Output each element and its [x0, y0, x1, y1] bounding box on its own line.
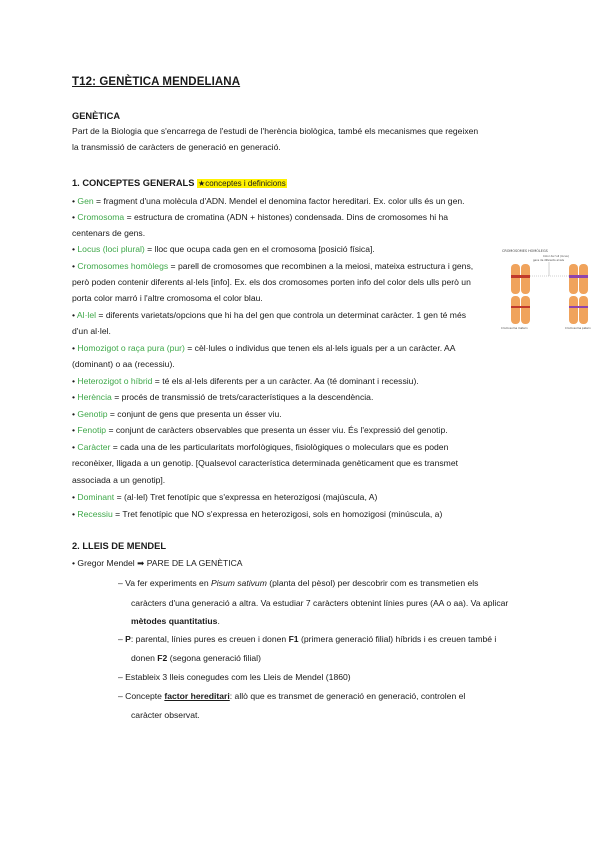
list-item-cont: porta color marró i l'altre cromosoma el color blau.: [72, 293, 263, 303]
term: Homozigot o raça pura (pur): [77, 343, 185, 353]
mendel-detail: [118, 576, 478, 590]
text: – Concepte: [118, 691, 165, 701]
term: Gen: [77, 196, 94, 206]
list-item: • Dominant = (al·lel) Tret fenotípic que s'expressa en heterozigosi (majúscula, A): [72, 492, 378, 502]
list-item-cont: associada a un genotip].: [72, 475, 166, 485]
text: donen: [131, 653, 158, 663]
species-name: Pisum sativum: [211, 578, 267, 588]
list-item: • Gen = fragment d'una molècula d'ADN. Mendel el denomina factor hereditari. Ex. color ulls és un gen.: [72, 196, 465, 206]
mendel-detail: [131, 614, 220, 628]
section2-heading: 2. LLEIS DE MENDEL: [72, 541, 167, 551]
list-item: • Locus (loci plural) = lloc que ocupa cada gen en el cromosoma [posició física].: [72, 244, 375, 254]
maternal-chromosome: [511, 264, 530, 324]
list-item: • Homozigot o raça pura (pur) = cèl·lules o individus que tenen els al·lels iguals per a un caràcter. AA: [72, 343, 456, 353]
bold-term: mètodes quantitatius: [131, 616, 218, 626]
text: (primera generació filial) híbrids i es creuen també i: [298, 634, 497, 644]
list-item: • Heterozigot o híbrid = té els al·lels diferents per a un caràcter. Aa (té dominant i recessiu).: [72, 376, 419, 386]
definition: = fragment d'una molècula d'ADN. Mendel el denomina factor hereditari. Ex. color ulls és un gen.: [93, 196, 465, 206]
text: (planta del pèsol) per descobrir com es transmetien els: [266, 578, 479, 588]
definition: = conjunt de gens que presenta un ésser viu.: [107, 409, 282, 419]
list-item-cont: centenars de gens.: [72, 228, 146, 238]
term: Cromosoma: [77, 212, 125, 222]
section1-title: 1. CONCEPTES GENERALS: [72, 178, 195, 188]
mendel-detail: [131, 651, 261, 665]
definition: = cèl·lules o individus que tenen els al·lels iguals per a un caràcter. AA: [184, 343, 456, 353]
homologous-chromosomes-figure: [499, 246, 599, 330]
bold-term: F2: [157, 653, 168, 663]
list-item: • Recessiu = Tret fenotípic que NO s'expressa en heterozigosi, sols en homozigosi (minúscula, a): [72, 509, 443, 519]
figure-caption: Cromosoma matern: [501, 326, 528, 330]
definition: = diferents varietats/opcions que hi ha del gen que controla un determinat caràcter. 1 gen té més: [96, 310, 467, 320]
term: Caràcter: [77, 442, 111, 452]
list-item-cont: reconèixer, lligada a un genotip. [Qualsevol característica determinada genèticament que es transmet: [72, 458, 458, 468]
page-title: T12: GENÈTICA MENDELIANA: [72, 76, 241, 88]
bold-term: F1: [288, 634, 299, 644]
list-item: • Cromosomes homòlegs = parell de cromosomes que recombinen a la meiosi, mateixa estructura i gens,: [72, 261, 474, 271]
text: (segona generació filial): [167, 653, 261, 663]
term: Recessiu: [77, 509, 113, 519]
list-item-cont: però poden contenir diferents al·lels [info]. Ex. els dos cromosomes porten info del color dels ulls però un: [72, 277, 471, 287]
mendel-detail: caràcter observat.: [131, 710, 200, 720]
text: .: [217, 616, 220, 626]
definition: = estructura de cromatina (ADN + histones) condensada. Dins de cromosomes hi ha: [124, 212, 449, 222]
figure-header: Color de l'ull (locus): [543, 255, 569, 258]
term: Locus (loci plural): [77, 244, 145, 254]
highlight-note: ★conceptes i definicions: [198, 179, 286, 188]
text: : parental, línies pures es creuen i donen: [130, 634, 289, 644]
term: Fenotip: [77, 425, 107, 435]
list-item: • Herència = procés de transmissió de trets/característiques a la descendència.: [72, 392, 374, 402]
text: –: [118, 634, 126, 644]
definition: = conjunt de caràcters observables que presenta un ésser viu. És l'expressió del genotip.: [106, 425, 448, 435]
list-item: • Al·lel = diferents varietats/opcions que hi ha del gen que controla un determinat caràcter. 1 gen té més: [72, 310, 467, 320]
text: : allò que es transmet de generació en generació, controlen el: [229, 691, 466, 701]
list-item-cont: (dominant) o aa (recessiu).: [72, 359, 175, 369]
section1-heading: [72, 178, 287, 188]
term: Heterozigot o híbrid: [77, 376, 153, 386]
mendel-detail: [118, 689, 465, 703]
list-item: • Genotip = conjunt de gens que presenta un ésser viu.: [72, 409, 282, 419]
figure-header: gens de diferents al·lels: [533, 259, 564, 262]
term: Genotip: [77, 409, 108, 419]
mendel-line: • Gregor Mendel ➡ PARE DE LA GENÈTICA: [72, 558, 243, 568]
list-item: • Caràcter = cada una de les particularitats morfològiques, fisiològiques o moleculars que es poden: [72, 442, 449, 452]
genetica-text: Part de la Biologia que s'encarrega de l'estudi de l'herència biològica, també els mecanismes que regeixen: [72, 126, 479, 136]
bold-term: factor hereditari: [164, 691, 230, 701]
list-item-cont: d'un al·lel.: [72, 326, 111, 336]
paternal-chromosome: [569, 264, 588, 324]
definition: = cada una de les particularitats morfològiques, fisiològiques o moleculars que es poden: [110, 442, 449, 452]
text: – Va fer experiments en: [118, 578, 211, 588]
figure-header: CROMOSOMES HOMÒLEGS: [502, 249, 548, 253]
term: Al·lel: [76, 310, 97, 320]
list-item: • Cromosoma = estructura de cromatina (ADN + histones) condensada. Dins de cromosomes hi ha: [72, 212, 449, 222]
definition: = lloc que ocupa cada gen en el cromosoma [posició física].: [144, 244, 375, 254]
mendel-detail: caràcters d'una generació a altra. Va estudiar 7 caràcters obtenint línies pures (AA o aa). Va aplicar: [131, 598, 509, 608]
mendel-detail: [118, 632, 496, 646]
bold-term: P: [125, 634, 131, 644]
definition: = té els al·lels diferents per a un caràcter. Aa (té dominant i recessiu).: [152, 376, 419, 386]
list-item: • Fenotip = conjunt de caràcters observables que presenta un ésser viu. És l'expressió del genotip.: [72, 425, 448, 435]
term: Dominant: [77, 492, 115, 502]
mendel-detail: – Estableix 3 lleis conegudes com les Lleis de Mendel (1860): [118, 672, 351, 682]
definition: = parell de cromosomes que recombinen a la meiosi, mateixa estructura i gens,: [168, 261, 474, 271]
definition: = Tret fenotípic que NO s'expressa en heterozigosi, sols en homozigosi (minúscula, a): [112, 509, 443, 519]
definition: = procés de transmissió de trets/característiques a la descendència.: [111, 392, 374, 402]
genetica-heading: GENÈTICA: [72, 111, 121, 121]
figure-caption: Cromosoma patern: [565, 326, 591, 330]
term: Cromosomes homòlegs: [77, 261, 169, 271]
definition: = (al·lel) Tret fenotípic que s'expressa en heterozigosi (majúscula, A): [114, 492, 378, 502]
term: Herència: [77, 392, 112, 402]
genetica-text: la transmissió de caràcters de generació en generació.: [72, 142, 281, 152]
